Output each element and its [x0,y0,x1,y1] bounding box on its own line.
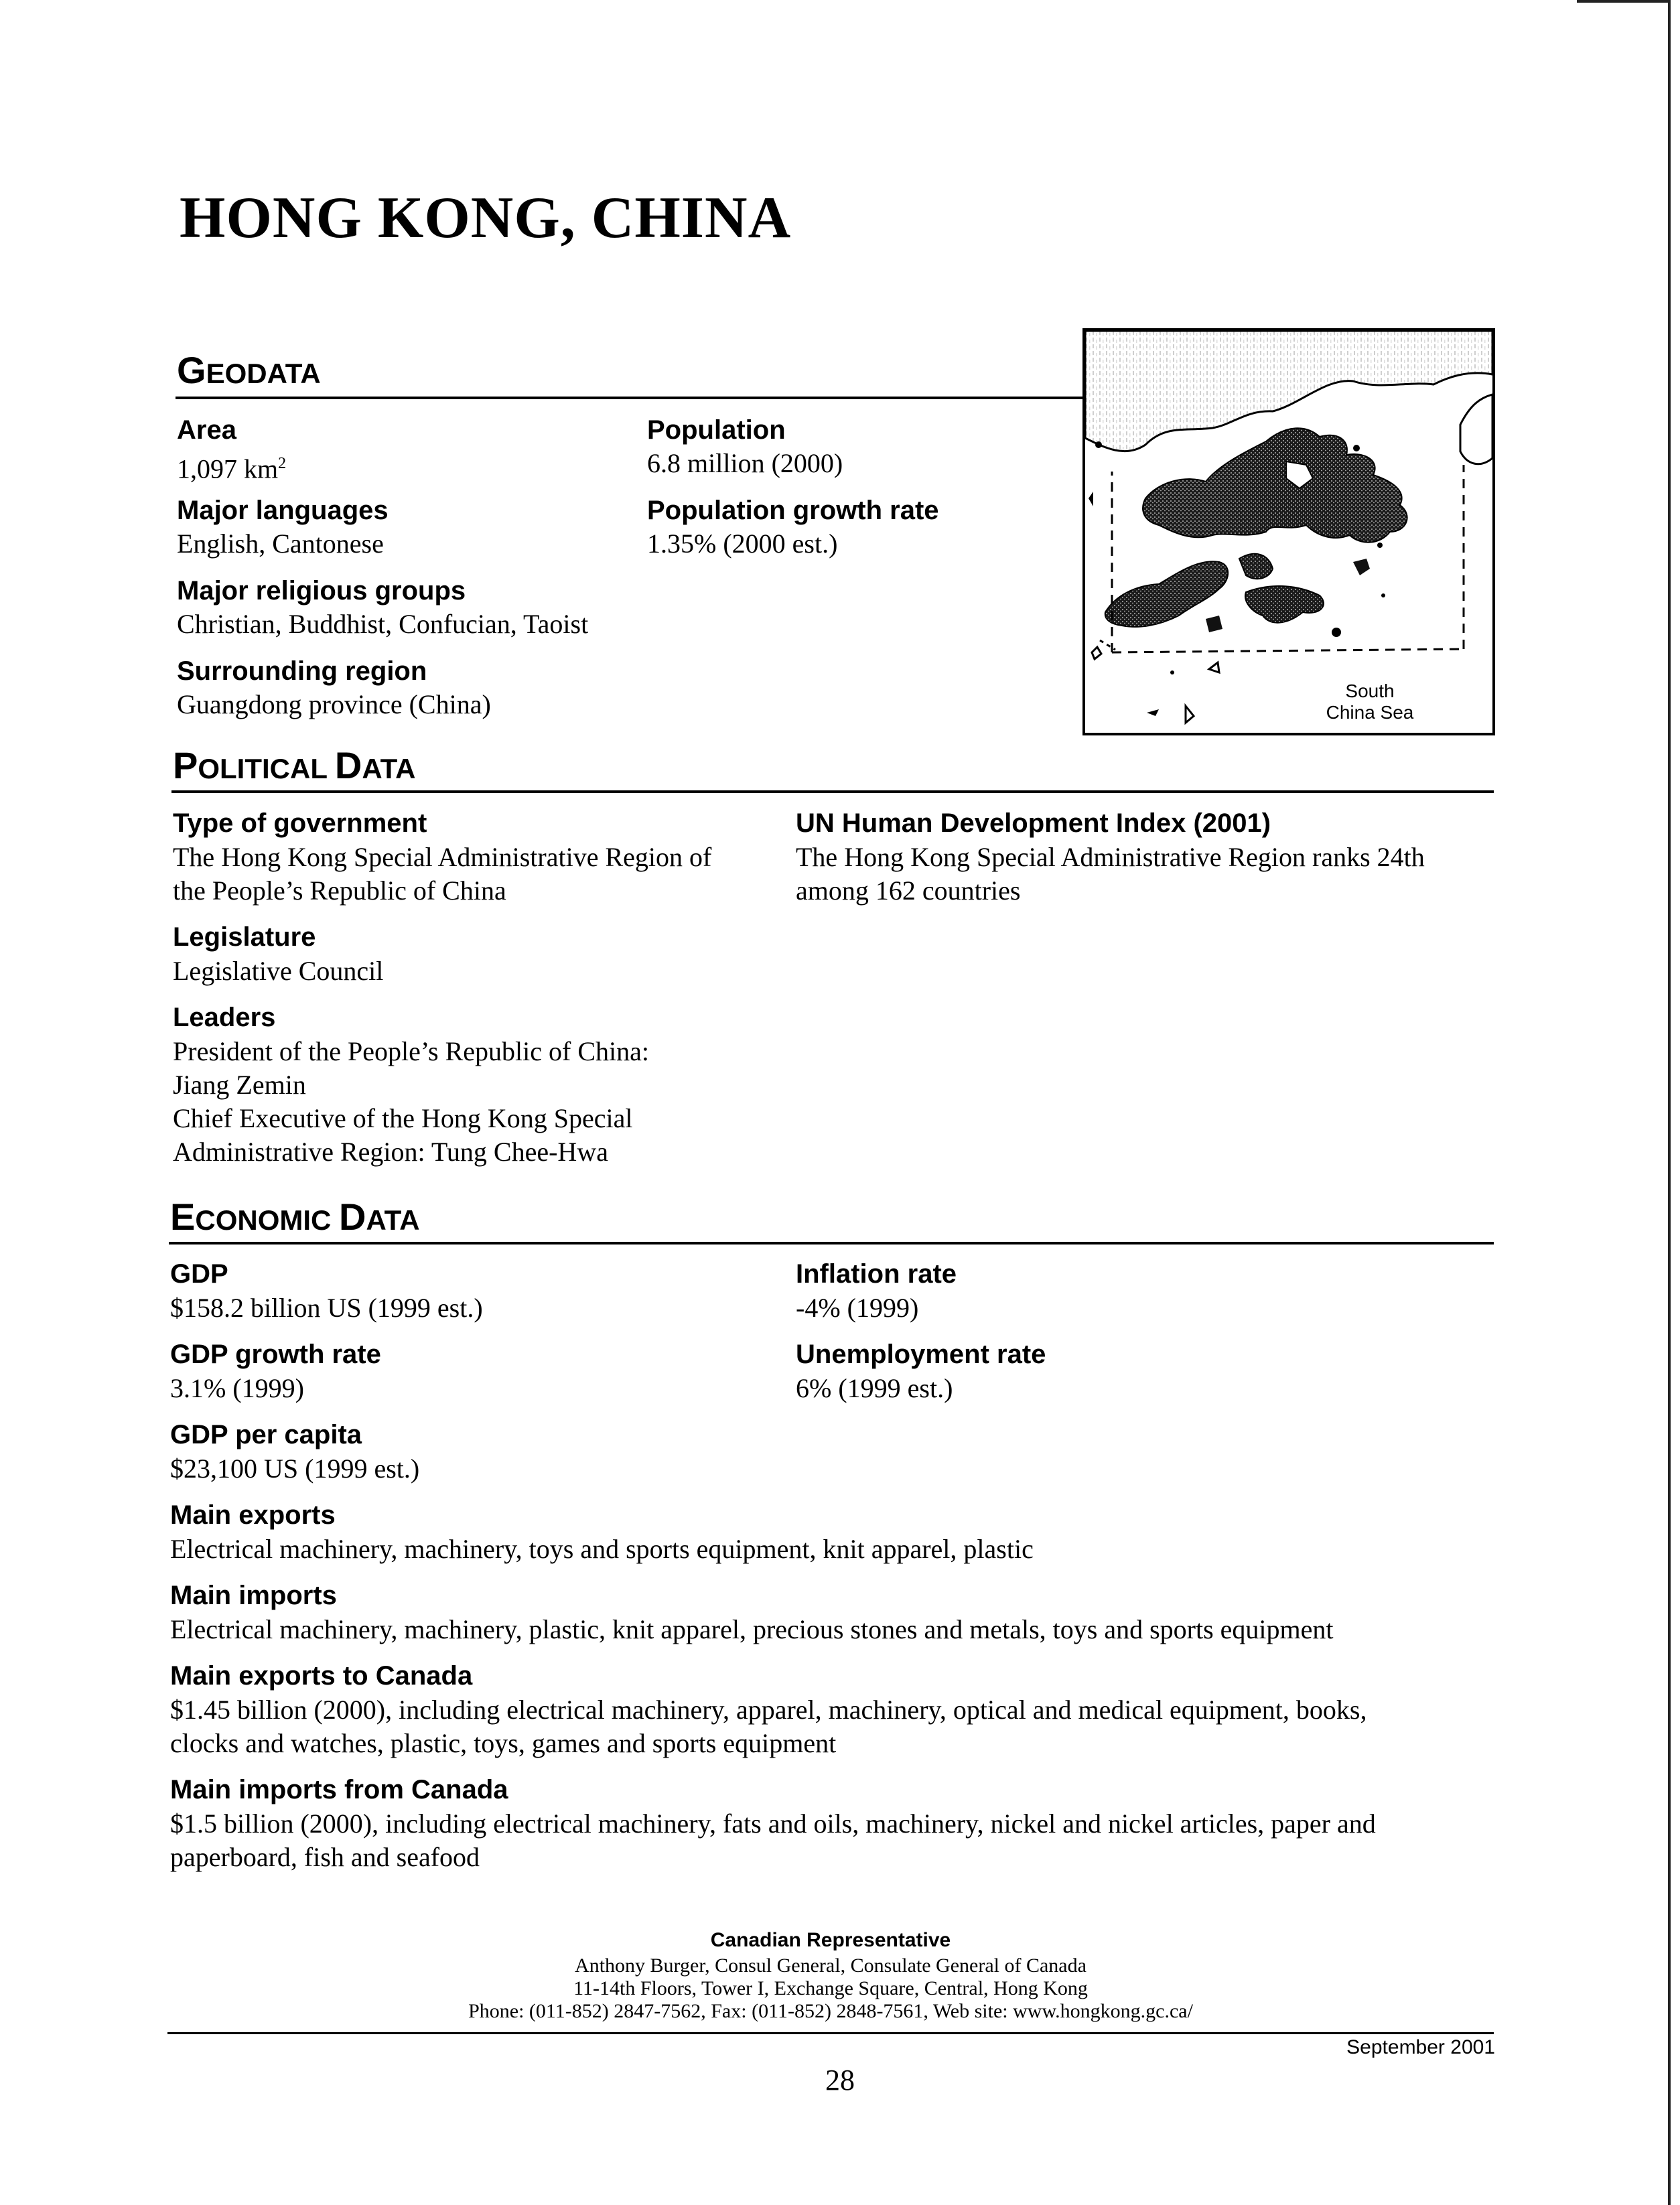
rep-line1: Anthony Burger, Consul General, Consulate General of Canada [575,1954,1087,1977]
unemployment-value: 6% (1999 est.) [796,1373,953,1403]
gdp-per-capita-label: GDP per capita [170,1420,362,1449]
gov-type-line1: The Hong Kong Special Administrative Region of [173,842,712,872]
exports-canada-line2: clocks and watches, plastic, toys, games and sports equipment [170,1728,837,1758]
sea-label [1286,681,1454,723]
area-value [177,447,286,486]
sea-label-line2: China Sea [1326,702,1414,723]
population-growth-value: 1.35% (2000 est.) [647,528,838,559]
legislature-value: Legislative Council [173,956,384,986]
gdp-growth-label: GDP growth rate [170,1340,381,1369]
political-heading-rest1: OLITICAL [198,753,335,784]
gov-type-line2: the People’s Republic of China [173,875,506,906]
inflation-label: Inflation rate [796,1259,957,1289]
exports-canada-value [170,1693,1367,1760]
gdp-label: GDP [170,1259,228,1289]
leaders-label: Leaders [173,1003,276,1032]
area-label: Area [177,415,236,445]
imports-canada-line2: paperboard, fish and seafood [170,1842,480,1872]
page-title: HONG KONG, CHINA [180,186,792,251]
political-heading-rest2: ATA [362,753,416,784]
exports-canada-line1: $1.45 billion (2000), including electrical machinery, apparel, machinery, optical and medical equipment, books, [170,1695,1367,1725]
population-label: Population [647,415,786,445]
religions-label: Major religious groups [177,576,466,606]
geodata-heading [177,348,321,392]
leaders-line3: Chief Executive of the Hong Kong Special [173,1103,633,1133]
gdp-per-capita-value: $23,100 US (1999 est.) [170,1453,420,1484]
canadian-representative [167,1929,1494,2023]
economic-heading-initial1: E [170,1196,196,1238]
legislature-label: Legislature [173,922,316,952]
main-exports-label: Main exports [170,1500,336,1530]
publication-date: September 2001 [1346,2036,1495,2058]
religions-value: Christian, Buddhist, Confucian, Taoist [177,609,589,639]
region-value: Guangdong province (China) [177,689,491,719]
unemployment-label: Unemployment rate [796,1340,1046,1369]
political-heading-initial2: D [334,744,362,786]
gov-type-label: Type of government [173,808,427,838]
geodata-rule [176,397,1084,399]
hdi-line2: among 162 countries [796,875,1021,906]
gdp-growth-value: 3.1% (1999) [170,1373,304,1403]
footer-rule [167,2032,1494,2034]
geodata-heading-initial: G [177,349,206,391]
page-number: 28 [825,2064,855,2096]
economic-rule [169,1242,1494,1244]
imports-canada-value [170,1807,1376,1874]
main-exports-value: Electrical machinery, machinery, toys and sports equipment, knit apparel, plastic [170,1534,1034,1564]
gdp-value: $158.2 billion US (1999 est.) [170,1293,483,1323]
political-heading-initial1: P [173,744,198,786]
economic-heading-rest1: CONOMIC [195,1204,340,1236]
exports-canada-label: Main exports to Canada [170,1661,473,1691]
rep-line3: Phone: (011-852) 2847-7562, Fax: (011-852) 2848-7561, Web site: www.hongkong.gc.ca/ [468,2000,1193,2022]
rep-line2: 11-14th Floors, Tower I, Exchange Square, Central, Hong Kong [573,1977,1088,1999]
hdi-value [796,841,1425,908]
economic-heading-initial2: D [339,1196,366,1238]
page-edge-top [1577,0,1671,3]
economic-heading [170,1195,420,1238]
main-imports-label: Main imports [170,1581,337,1610]
main-imports-value: Electrical machinery, machinery, plastic, knit apparel, precious stones and metals, toys and sports equipment [170,1614,1334,1644]
population-growth-label: Population growth rate [647,496,939,525]
rep-title: Canadian Representative [710,1929,951,1951]
leaders-line4: Administrative Region: Tung Chee-Hwa [173,1137,608,1167]
sea-label-line1: South [1345,681,1395,701]
hong-kong-map-drawing [1085,331,1492,733]
geodata-heading-rest: EODATA [206,358,321,389]
imports-canada-label: Main imports from Canada [170,1775,508,1804]
hong-kong-map [1082,328,1495,735]
hdi-line1: The Hong Kong Special Administrative Region ranks 24th [796,842,1425,872]
leaders-line1: President of the People’s Republic of China: [173,1036,649,1066]
leaders-line2: Jiang Zemin [173,1070,306,1100]
area-value-text: 1,097 km [177,453,279,484]
area-superscript: 2 [278,455,287,472]
hdi-label: UN Human Development Index (2001) [796,808,1271,838]
imports-canada-line1: $1.5 billion (2000), including electrical machinery, fats and oils, machinery, nickel and nickel articles, paper and [170,1808,1376,1839]
political-rule [171,790,1494,793]
political-heading [173,743,415,787]
page-edge-right [1668,0,1671,2205]
gov-type-value [173,841,711,908]
languages-value: English, Cantonese [177,528,384,559]
economic-heading-rest2: ATA [366,1204,420,1236]
inflation-value: -4% (1999) [796,1293,919,1323]
region-label: Surrounding region [177,656,427,686]
leaders-value [173,1035,649,1169]
languages-label: Major languages [177,496,389,525]
population-value: 6.8 million (2000) [647,448,843,478]
